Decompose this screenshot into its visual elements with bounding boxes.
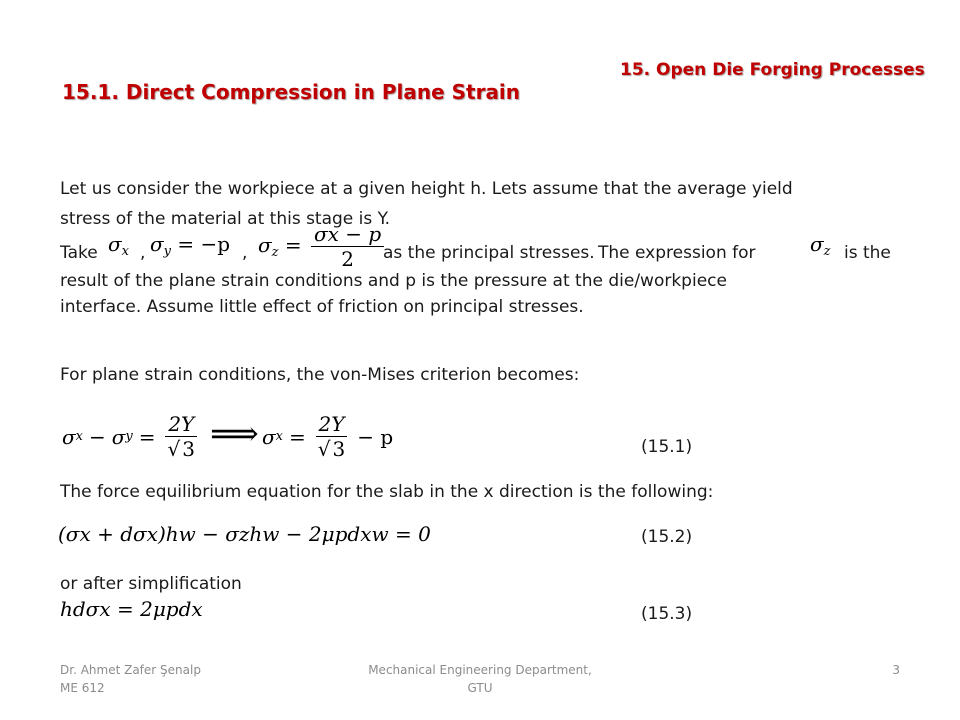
expression-for-text: The expression for	[598, 243, 756, 263]
equation-15-3: hdσx = 2μpdx	[60, 597, 203, 621]
sigma-x-symbol: $\sigma_x$	[108, 232, 129, 259]
footer-course-code: ME 612	[60, 681, 105, 695]
footer-author: Dr. Ahmet Zafer Şenalp	[60, 663, 201, 677]
sigma-y-equation: $\sigma_y = -p$	[150, 232, 231, 259]
equation-15-2-label: (15.2)	[641, 527, 693, 547]
implies-arrow: ⟹	[210, 414, 259, 454]
comma-1: ,	[140, 243, 146, 263]
equation-15-3-label: (15.3)	[641, 604, 693, 624]
sigma-z-symbol: $\sigma_z$	[810, 232, 831, 259]
is-the-text: is the	[844, 243, 891, 263]
footer-page-number: 3	[892, 663, 900, 677]
para1-line1: Let us consider the workpiece at a given height h. Lets assume that the average yield	[60, 179, 793, 199]
para2-line2: result of the plane strain conditions and p is the pressure at the die/workpiece	[60, 271, 727, 291]
footer-department-line1: Mechanical Engineering Department,	[368, 663, 592, 677]
equation-15-2: (σx + dσx)hw − σzhw − 2μpdxw = 0	[58, 522, 431, 546]
force-equilibrium-text: The force equilibrium equation for the slab in the x direction is the following:	[60, 482, 714, 502]
take-label: Take	[60, 243, 98, 263]
para1-line2: stress of the material at this stage is Y.	[60, 209, 390, 229]
simplification-text: or after simplification	[60, 574, 242, 594]
footer-department-line2: GTU	[467, 681, 493, 695]
von-mises-text: For plane strain conditions, the von-Mises criterion becomes:	[60, 365, 580, 385]
equation-15-1-right: σ x = $\frac{2Y}{√ 3}$ − p	[262, 412, 394, 461]
principal-text: as the principal stresses.	[383, 243, 595, 263]
comma-2: ,	[242, 243, 248, 263]
para2-line3: interface. Assume little effect of friction on principal stresses.	[60, 297, 584, 317]
course-title: 15. Open Die Forging Processes	[620, 60, 925, 80]
equation-15-1-left: σ x − σ y = $\frac{2Y}{√ 3}$	[62, 412, 201, 461]
equation-15-1-label: (15.1)	[641, 437, 693, 457]
sigma-z-equation: $\sigma_z$ = $\frac{\sigma x - p}{2}$	[258, 222, 387, 271]
section-title: 15.1. Direct Compression in Plane Strain	[62, 80, 521, 104]
